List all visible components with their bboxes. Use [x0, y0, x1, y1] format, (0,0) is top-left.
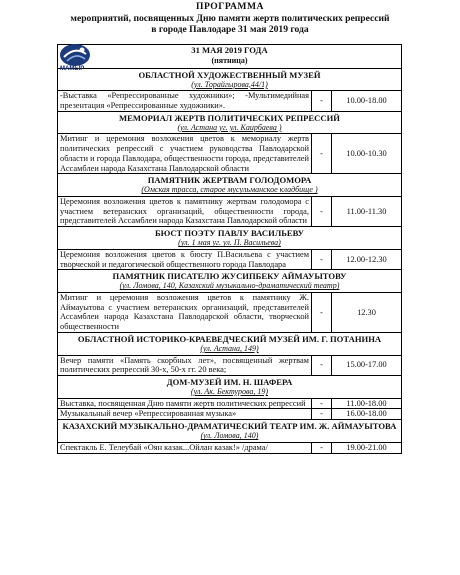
section-header-row	[58, 111, 402, 134]
venue-address: (ул. Ломова, 140)	[200, 431, 259, 441]
event-separator: -	[312, 196, 332, 226]
event-time: 10.00-10.30	[332, 134, 402, 174]
venue-address: (ул. Торайгырова,44/1)	[191, 79, 268, 89]
venue-name: ПАМЯТНИК ПИСАТЕЛЮ ЖУСИПБЕКУ АЙМАУЫТОВУ	[112, 271, 347, 282]
venue-name: КАЗАХСКИЙ МУЗЫКАЛЬНО-ДРАМАТИЧЕСКИЙ ТЕАТР ИМ. Ж. АЙМАУЫТОВА	[62, 421, 397, 432]
event-description: Выставка, посвященная Дню памяти жертв политических репрессий	[58, 398, 312, 409]
event-time: 12.00-12.30	[332, 249, 402, 270]
venue-address: (ул. Астана уг. ул. Каирбаева )	[177, 122, 282, 132]
event-row	[58, 398, 402, 409]
section-header-row	[58, 333, 402, 356]
venue-address: (ул. 1 мая уг. ул. П. Васильева)	[178, 238, 281, 248]
event-separator: -	[312, 409, 332, 420]
section-header-row	[58, 420, 402, 443]
event-time: 11.00-11.30	[332, 196, 402, 226]
venue-name: ОБЛАСТНОЙ ХУДОЖЕСТВЕННЫЙ МУЗЕЙ	[138, 69, 321, 80]
document-header	[0, 0, 460, 36]
venue-address: (ул. Астана, 149)	[200, 344, 259, 354]
venue-name: ДОМ-МУЗЕЙ ИМ. Н. ШАФЕРА	[166, 377, 293, 388]
event-separator: -	[312, 442, 332, 453]
venue-address: (ул. Ломова, 140, Казахский музыкально-драматический театр)	[119, 281, 340, 291]
event-separator: -	[312, 355, 332, 376]
event-description: Вечер памяти «Память скорбных лет», посвященный жертвам политических репрессий 30-х, 50-х гг. 20 века;	[58, 355, 312, 376]
venue-address: (ул. Ак. Бектурова, 19)	[190, 387, 269, 397]
venue-name: ОБЛАСТНОЙ ИСТОРИКО-КРАЕВЕДЧЕСКИЙ МУЗЕЙ ИМ. Г. ПОТАНИНА	[77, 334, 382, 345]
event-time: 10.00-18.00	[332, 91, 402, 112]
program-table	[57, 44, 402, 454]
venue-name: МЕМОРИАЛ ЖЕРТВ ПОЛИТИЧЕСКИХ РЕПРЕССИЙ	[119, 112, 340, 123]
event-row	[58, 134, 402, 174]
event-time: 15.00-17.00	[332, 355, 402, 376]
event-row	[58, 409, 402, 420]
event-row	[58, 249, 402, 270]
event-separator: -	[312, 91, 332, 112]
section-header-row	[58, 376, 402, 399]
event-description: Митинг и церемония возложения цветов к памятнику Ж. Аймауытова с участием ветеранских организаций, представителей Ассамблеи народа Казахстана Павлодарской области, творческой общественности	[58, 292, 312, 332]
event-description: Митинг и церемония возложения цветов к мемориалу жертв политических репрессий с участием руководства Павлодарской области и города Павлодара, общественности города, представителей Ассамблеи народа Казахстана Павлодарской области	[58, 134, 312, 174]
event-row	[58, 91, 402, 112]
event-time: 12.30	[332, 292, 402, 332]
event-description: Спектакль Е. Телеубай «Оян казак...Ойлан казак!» /драма/	[58, 442, 312, 453]
date-row	[58, 45, 402, 69]
event-separator: -	[312, 398, 332, 409]
event-row	[58, 292, 402, 332]
event-time: 11.00-18.00	[332, 398, 402, 409]
event-description: Церемония возложения цветов к бюсту П.Васильева с участием творческой и педагогической общественного города Павлодара	[58, 249, 312, 270]
venue-address: (Омская трасса, старое мусульманское кладбище )	[141, 185, 318, 195]
event-description: -Выставка «Репрессированные художники»; -Мультимедийная презентация «Репрессированные художники».	[58, 91, 312, 112]
section-header-row	[58, 68, 402, 91]
event-row	[58, 442, 402, 453]
program-subtitle-line1: мероприятий, посвященных Дню памяти жертв политических репрессий	[70, 12, 390, 24]
event-time: 16.00-18.00	[332, 409, 402, 420]
event-separator: -	[312, 134, 332, 174]
event-description: Церемония возложения цветов к памятнику жертвам голодомора с участием ветеранских организаций, общественности города, представителей Ассамблеи народа Казахстана Павлодарской области	[58, 196, 312, 226]
program-title: ПРОГРАММА	[196, 1, 264, 12]
venue-name: ПАМЯТНИК ЖЕРТВАМ ГОЛОДОМОРА	[147, 175, 312, 186]
section-header-row	[58, 227, 402, 250]
event-row	[58, 355, 402, 376]
section-header-row	[58, 270, 402, 293]
event-weekday: (пятница)	[211, 55, 248, 65]
event-time: 19.00-21.00	[332, 442, 402, 453]
section-header-row	[58, 174, 402, 197]
event-date: 31 МАЯ 2019 ГОДА	[191, 45, 268, 55]
event-separator: -	[312, 292, 332, 332]
venue-name: БЮСТ ПОЭТУ ПАВЛУ ВАСИЛЬЕВУ	[154, 228, 304, 239]
event-separator: -	[312, 249, 332, 270]
event-description: Музыкальный вечер «Репрессированная музыка»	[58, 409, 312, 420]
logo-text: МАМЫР	[60, 66, 85, 72]
program-subtitle-line2: в городе Павлодаре 31 мая 2019 года	[151, 24, 309, 35]
event-row	[58, 196, 402, 226]
